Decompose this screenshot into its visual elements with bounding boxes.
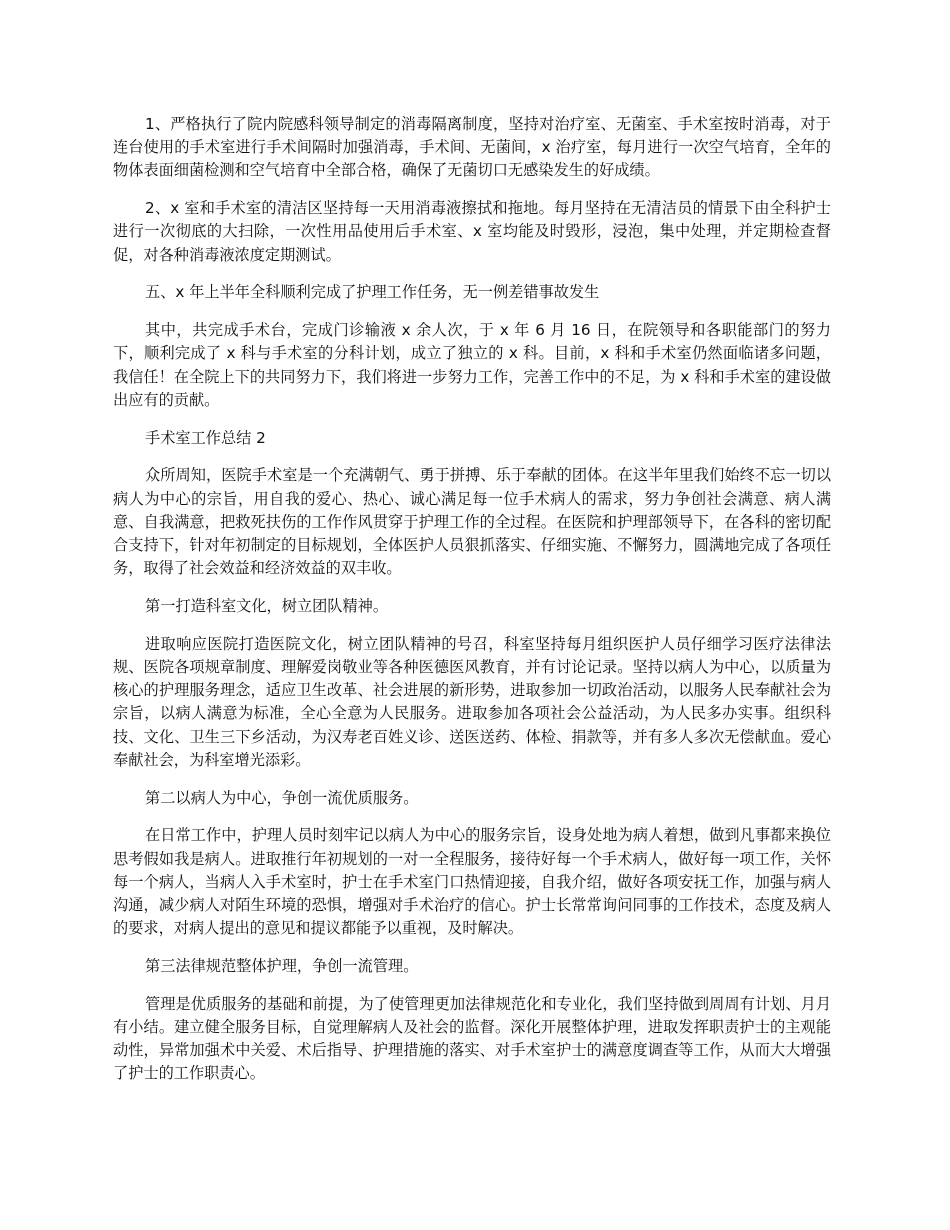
paragraph-disinfection-system: 1、严格执行了院内院感科领导制定的消毒隔离制度，坚持对治疗室、无菌室、手术室按时消毒，对于连台使用的手术室进行手术间隔时加强消毒，手术间、无菌间，x 治疗室，每月进行一次空气培育，全年的物体表面细菌检测和空气培育中全部合格，确保了无菌切口无感染发生的好成绩。 bbox=[113, 115, 831, 180]
section-heading-third: 第三法律规范整体护理，争创一流管理。 bbox=[145, 957, 419, 976]
paragraph-culture: 进取响应医院打造医院文化，树立团队精神的号召，科室坚持每月组织医护人员仔细学习医疗法律法规、医院各项规章制度、理解爱岗敬业等各种医德医风教育，并有讨论记录。坚持以病人为中心，以质量为核心的护理服务理念，适应卫生改革、社会进展的新形势，进取参加一切政治活动，以服务人民奉献社会为宗旨，以病人满意为标准，全心全意为人民服务。进取参加各项社会公益活动，为人民多办实事。组织科技、文化、卫生三下乡活动，为汉寿老百姓义诊、送医送药、体检、捐款等，并有多人多次无偿献血。爱心奉献社会，为科室增光添彩。 bbox=[113, 634, 831, 769]
paragraph-management: 管理是优质服务的基础和前提，为了使管理更加法律规范化和专业化，我们坚持做到周周有计划、月月有小结。建立健全服务目标，自觉理解病人及社会的监督。深化开展整体护理，进取发挥职责护士的主观能动性，异常加强术中关爱、术后指导、护理措施的落实、对手术室护士的满意度调查等工作，从而大大增强了护士的工作职责心。 bbox=[113, 994, 831, 1083]
section-heading-second: 第二以病人为中心，争创一流优质服务。 bbox=[145, 788, 419, 807]
section-heading-five: 五、x 年上半年全科顺利完成了护理工作任务，无一例差错事故发生 bbox=[145, 283, 600, 302]
paragraph-cleaning: 2、x 室和手术室的清洁区坚持每一天用消毒液擦拭和拖地。每月坚持在无清洁员的情景下由全科护士进行一次彻底的大扫除，一次性用品使用后手术室、x 室均能及时毁形，浸泡，集中处理，并定期检查督促，对各种消毒液浓度定期测试。 bbox=[113, 199, 831, 264]
section-title-summary-2: 手术室工作总结 2 bbox=[145, 428, 266, 447]
paragraph-introduction: 众所周知，医院手术室是一个充满朝气、勇于拼搏、乐于奉献的团体。在这半年里我们始终不忘一切以病人为中心的宗旨，用自我的爱心、热心、诚心满足每一位手术病人的需求，努力争创社会满意、病人满意、自我满意，把救死扶伤的工作作风贯穿于护理工作的全过程。在医院和护理部领导下，在各科的密切配合支持下，针对年初制定的目标规划，全体医护人员狠抓落实、仔细实施、不懈努力，圆满地完成了各项任务，取得了社会效益和经济效益的双丰收。 bbox=[113, 466, 831, 578]
paragraph-achievements: 其中，共完成手术台，完成门诊输液 x 余人次，于 x 年 6 月 16 日，在院领导和各职能部门的努力下，顺利完成了 x 科与手术室的分科计划，成立了独立的 x 科。目前，x 科和手术室仍然面临诸多问题，我信任！在全院上下的共同努力下，我们将进一步努力工作，完善工作中的不足，为 x 科和手术室的建设做出应有的贡献。 bbox=[113, 321, 831, 409]
section-heading-first: 第一打造科室文化，树立团队精神。 bbox=[145, 597, 388, 616]
paragraph-patient-service: 在日常工作中，护理人员时刻牢记以病人为中心的服务宗旨，设身处地为病人着想，做到凡事都来换位思考假如我是病人。进取推行年初规划的一对一全程服务，接待好每一个手术病人，做好每一项工作，关怀每一个病人，当病人入手术室时，护士在手术室门口热情迎接，自我介绍，做好各项安抚工作，加强与病人沟通，减少病人对陌生环境的恐惧，增强对手术治疗的信心。护士长常常询问同事的工作技术，态度及病人的要求，对病人提出的意见和提议都能予以重视，及时解决。 bbox=[113, 826, 831, 938]
document-page bbox=[113, 113, 831, 1100]
